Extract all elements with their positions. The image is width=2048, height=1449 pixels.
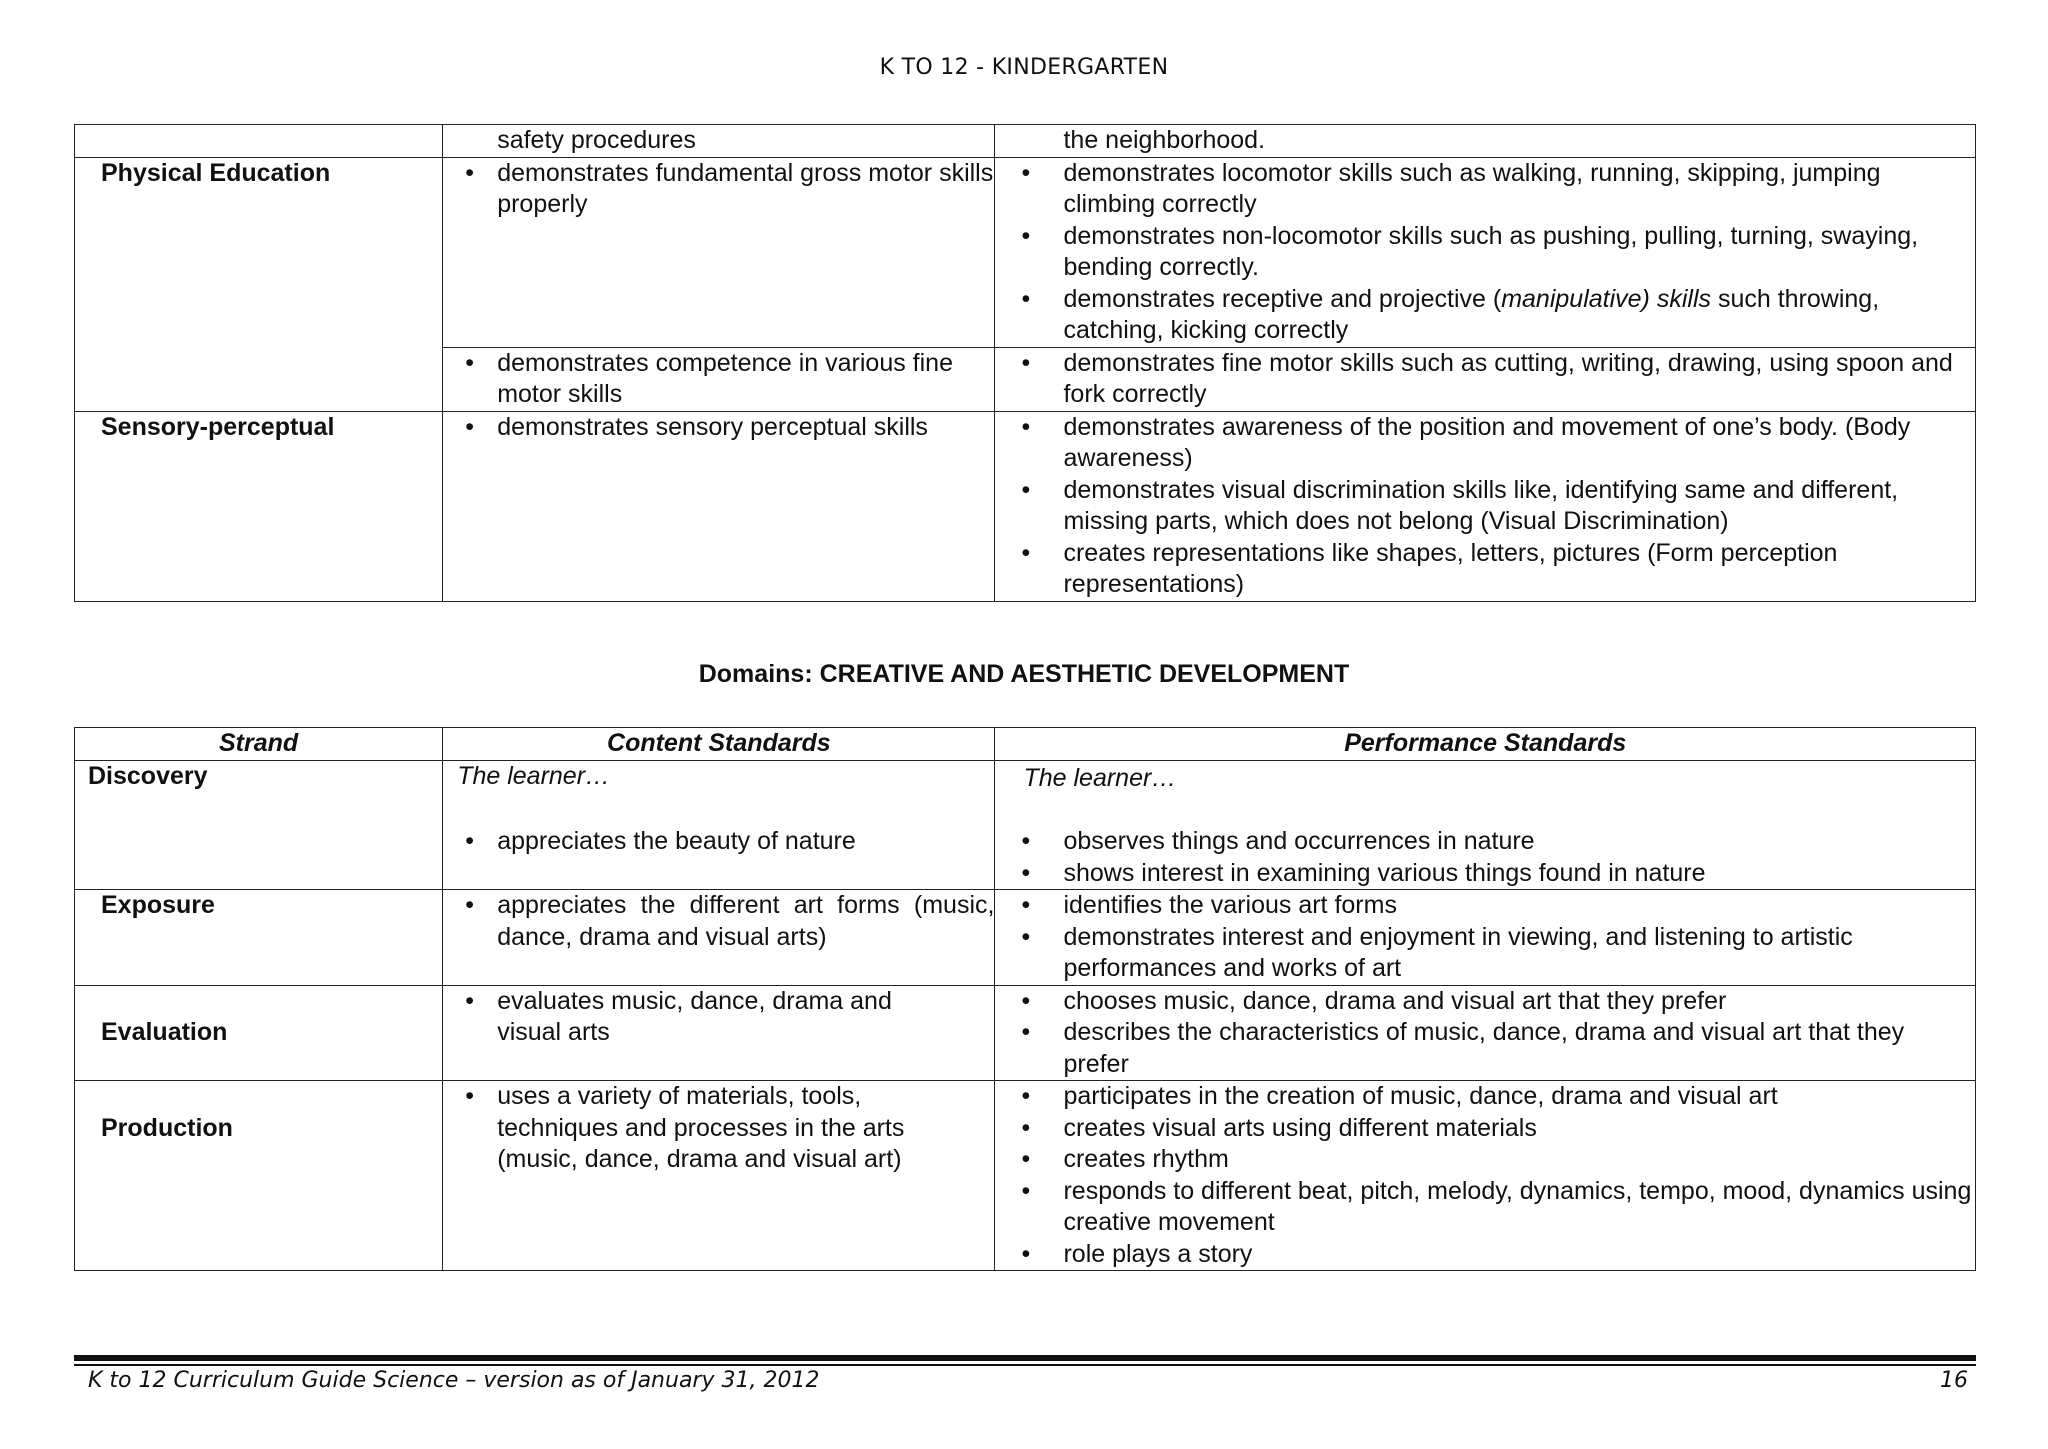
table-row <box>75 411 1976 601</box>
strand-evaluation: Evaluation <box>75 985 443 1081</box>
list-item: • demonstrates receptive and projective (manipulative) skills such throwing, catching, kicking correctly <box>995 284 1975 347</box>
page-number: 16 <box>1940 1368 1968 1393</box>
table-row <box>75 985 1976 1081</box>
content-cell <box>443 890 995 986</box>
table-row <box>75 157 1976 347</box>
strand-physical-education: Physical Education <box>75 157 443 411</box>
performance-cell <box>995 157 1976 347</box>
list-item: • demonstrates competence in various fine motor skills <box>443 348 994 411</box>
content-cell <box>443 411 995 601</box>
list-item: • creates representations like shapes, letters, pictures (Form perception representations) <box>995 538 1975 601</box>
list-item: • demonstrates awareness of the position and movement of one’s body. (Body awareness) <box>995 412 1975 475</box>
footer-rule <box>74 1355 1976 1361</box>
list-item: • evaluates music, dance, drama and visual arts <box>443 986 994 1049</box>
page-header: K TO 12 - KINDERGARTEN <box>879 55 1169 80</box>
content-cell <box>443 157 995 347</box>
strand-cell <box>75 125 443 158</box>
list-item: • responds to different beat, pitch, melody, dynamics, tempo, mood, dynamics using creative movement <box>995 1176 1975 1239</box>
column-header-strand: Strand <box>75 728 443 761</box>
list-item: • appreciates the beauty of nature <box>443 826 994 858</box>
table-header-row <box>75 728 1976 761</box>
section-title: Domains: CREATIVE AND AESTHETIC DEVELOPMENT <box>698 660 1350 688</box>
list-item: • appreciates the different art forms (music, dance, drama and visual arts) <box>443 890 994 953</box>
performance-cell <box>995 760 1976 890</box>
content-cell <box>443 347 995 411</box>
content-cell <box>443 1081 995 1271</box>
list-item: • demonstrates visual discrimination skills like, identifying same and different, missing parts, which does not belong (Visual Discrimination) <box>995 475 1975 538</box>
list-item: • observes things and occurrences in nature <box>995 826 1975 858</box>
column-header-performance: Performance Standards <box>995 728 1976 761</box>
performance-cell <box>995 411 1976 601</box>
column-header-content: Content Standards <box>443 728 995 761</box>
footer-text: K to 12 Curriculum Guide Science – version as of January 31, 2012 <box>88 1368 820 1393</box>
list-item: • describes the characteristics of music, dance, drama and visual art that they prefer <box>995 1017 1975 1080</box>
performance-cell <box>995 347 1976 411</box>
list-item: • participates in the creation of music, dance, drama and visual art <box>995 1081 1975 1113</box>
list-item: • demonstrates fine motor skills such as cutting, writing, drawing, using spoon and fork correctly <box>995 348 1975 411</box>
strand-exposure: Exposure <box>75 890 443 986</box>
learner-label: The learner… <box>457 761 611 790</box>
content-cell <box>443 760 995 890</box>
list-item: • demonstrates sensory perceptual skills <box>443 412 994 444</box>
list-item: • demonstrates fundamental gross motor skills properly <box>443 158 994 221</box>
list-item: • creates visual arts using different materials <box>995 1113 1975 1145</box>
performance-cell <box>995 985 1976 1081</box>
list-item: • demonstrates locomotor skills such as walking, running, skipping, jumping climbing correctly <box>995 158 1975 221</box>
list-item: • role plays a story <box>995 1239 1975 1271</box>
list-item: • demonstrates interest and enjoyment in viewing, and listening to artistic performances and works of art <box>995 922 1975 985</box>
performance-cell <box>995 1081 1976 1271</box>
performance-cell <box>995 890 1976 986</box>
footer-rule-thin <box>74 1364 1976 1366</box>
content-cell: safety procedures <box>443 125 995 158</box>
table-row <box>75 125 1976 158</box>
performance-cell: the neighborhood. <box>995 125 1976 158</box>
table-row <box>75 890 1976 986</box>
list-item: • creates rhythm <box>995 1144 1975 1176</box>
table-row <box>75 1081 1976 1271</box>
table-row <box>75 760 1976 890</box>
physical-sensory-table <box>74 124 1976 602</box>
list-item: • identifies the various art forms <box>995 890 1975 922</box>
learner-label: The learner… <box>1023 763 1177 792</box>
list-item: • uses a variety of materials, tools, techniques and processes in the arts (music, dance, drama and visual art) <box>443 1081 994 1176</box>
content-cell <box>443 985 995 1081</box>
strand-production: Production <box>75 1081 443 1271</box>
creative-aesthetic-table <box>74 727 1976 1271</box>
list-item: • shows interest in examining various things found in nature <box>995 858 1975 890</box>
strand-discovery: Discovery <box>75 760 443 890</box>
strand-sensory-perceptual: Sensory-perceptual <box>75 411 443 601</box>
list-item: • chooses music, dance, drama and visual art that they prefer <box>995 986 1975 1018</box>
list-item: • demonstrates non-locomotor skills such as pushing, pulling, turning, swaying, bending correctly. <box>995 221 1975 284</box>
